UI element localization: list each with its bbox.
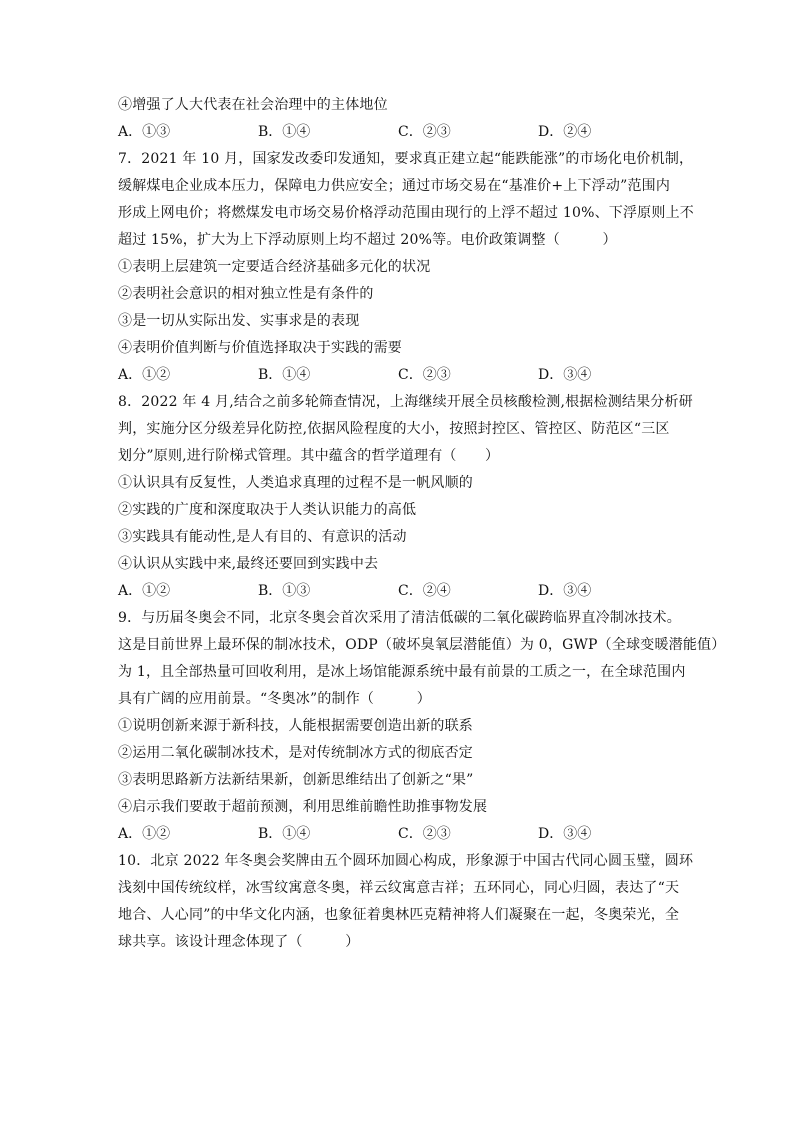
statement-item: ③是一切从实际出发、实事求是的表现 — [118, 313, 360, 329]
stem-line: 7．2021 年 10 月，国家发改委印发通知，要求真正建立起“能跌能涨”的市场化电价机制， — [118, 151, 694, 167]
exam-page — [118, 92, 726, 956]
stem-line: 10．北京 2022 年冬奥会奖牌由五个圆环加圆心构成，形象源于中国古代同心圆玉璧，圆环 — [118, 853, 694, 869]
question-stem — [118, 848, 694, 956]
stem-line: 9．与历届冬奥会不同，北京冬奥会首次采用了清洁低碳的二氧化碳跨临界直冷制冰技术。 — [118, 610, 681, 626]
statement-item: ①表明上层建筑一定要适合经济基础多元化的状况 — [118, 259, 431, 275]
option-d[interactable]: D．③④ — [538, 583, 592, 599]
option-b[interactable]: B．①③ — [258, 583, 311, 599]
option-b[interactable]: B．①④ — [258, 367, 311, 383]
stem-line: 判，实施分区分级差异化防控,依据风险程度的大小，按照封控区、管控区、防范区“三区 — [118, 421, 670, 437]
statement-item: ④启示我们要敢于超前预测，利用思维前瞻性助推事物发展 — [118, 799, 488, 815]
statement-item: ①认识具有反复性，人类追求真理的过程不是一帆风顺的 — [118, 475, 473, 491]
statement-item: ④表明价值判断与价值选择取决于实践的需要 — [118, 340, 402, 356]
statement-item: ②实践的广度和深度取决于人类认识能力的高低 — [118, 502, 417, 518]
statement-item: ③实践具有能动性,是人有目的、有意识的活动 — [118, 529, 407, 545]
option-a[interactable]: A．①③ — [118, 124, 171, 140]
question-7 — [118, 146, 694, 389]
stem-line: 形成上网电价；将燃煤发电市场交易价格浮动范围由现行的上浮不超过 10%、下浮原则上不 — [118, 205, 694, 221]
stem-line: 地合、人心同”的中华文化内涵，也象征着奥林匹克精神将人们凝聚在一起，冬奥荣光，全 — [118, 907, 680, 923]
option-b[interactable]: B．①④ — [258, 124, 311, 140]
stem-line: 浅刻中国传统纹样，冰雪纹寓意冬奥，祥云纹寓意吉祥；五环同心，同心归圆，表达了“天 — [118, 880, 680, 896]
answer-options — [118, 578, 678, 605]
stem-line: 这是目前世界上最环保的制冰技术，ODP（破坏臭氧层潜能值）为 0，GWP（全球变暖潜能值） — [118, 637, 726, 653]
statement-item: ②运用二氧化碳制冰技术，是对传统制冰方式的彻底否定 — [118, 745, 473, 761]
option-a[interactable]: A．①② — [118, 826, 171, 842]
option-d[interactable]: D．②④ — [538, 124, 592, 140]
statement-item: ②表明社会意识的相对独立性是有条件的 — [118, 286, 374, 302]
option-d[interactable]: D．③④ — [538, 826, 592, 842]
stem-line: 为 1，且全部热量可回收利用，是冰上场馆能源系统中最有前景的工质之一，在全球范围内 — [118, 664, 686, 680]
question-10 — [118, 848, 694, 956]
option-c[interactable]: C．②③ — [398, 826, 451, 842]
question-9 — [118, 605, 726, 848]
option-c[interactable]: C．②③ — [398, 124, 451, 140]
stem-line: 划分”原则,进行阶梯式管理。其中蕴含的哲学道理有（ ） — [118, 448, 500, 464]
option-a[interactable]: A．①② — [118, 583, 171, 599]
option-d[interactable]: D．③④ — [538, 367, 592, 383]
statement-item: ①说明创新来源于新科技，人能根据需要创造出新的联系 — [118, 718, 473, 734]
statement-item: ④认识从实践中来,最终还要回到实践中去 — [118, 556, 379, 572]
option-c[interactable]: C．②③ — [398, 367, 451, 383]
question-6-tail — [118, 92, 678, 146]
statement-item: ③表明思路新方法新结果新，创新思维结出了创新之“果” — [118, 772, 474, 788]
stem-line: 缓解煤电企业成本压力，保障电力供应安全；通过市场交易在“基准价+上下浮动”范围内 — [118, 178, 671, 194]
stem-line: 球共享。该设计理念体现了（ ） — [118, 934, 360, 950]
statement-item: ④增强了人大代表在社会治理中的主体地位 — [118, 97, 388, 113]
question-stem — [118, 146, 694, 254]
answer-options — [118, 821, 678, 848]
option-a[interactable]: A．①② — [118, 367, 171, 383]
answer-options — [118, 362, 678, 389]
option-b[interactable]: B．①④ — [258, 826, 311, 842]
question-8 — [118, 389, 693, 605]
question-stem — [118, 389, 693, 470]
stem-line: 超过 15%，扩大为上下浮动原则上均不超过 20%等。电价政策调整（ ） — [118, 232, 617, 248]
question-stem — [118, 605, 726, 713]
option-c[interactable]: C．②④ — [398, 583, 451, 599]
answer-options — [118, 119, 678, 146]
stem-line: 8．2022 年 4 月,结合之前多轮筛查情况，上海继续开展全员核酸检测,根据检测结果分析研 — [118, 394, 693, 410]
stem-line: 具有广阔的应用前景。“冬奥冰”的制作（ ） — [118, 691, 431, 707]
